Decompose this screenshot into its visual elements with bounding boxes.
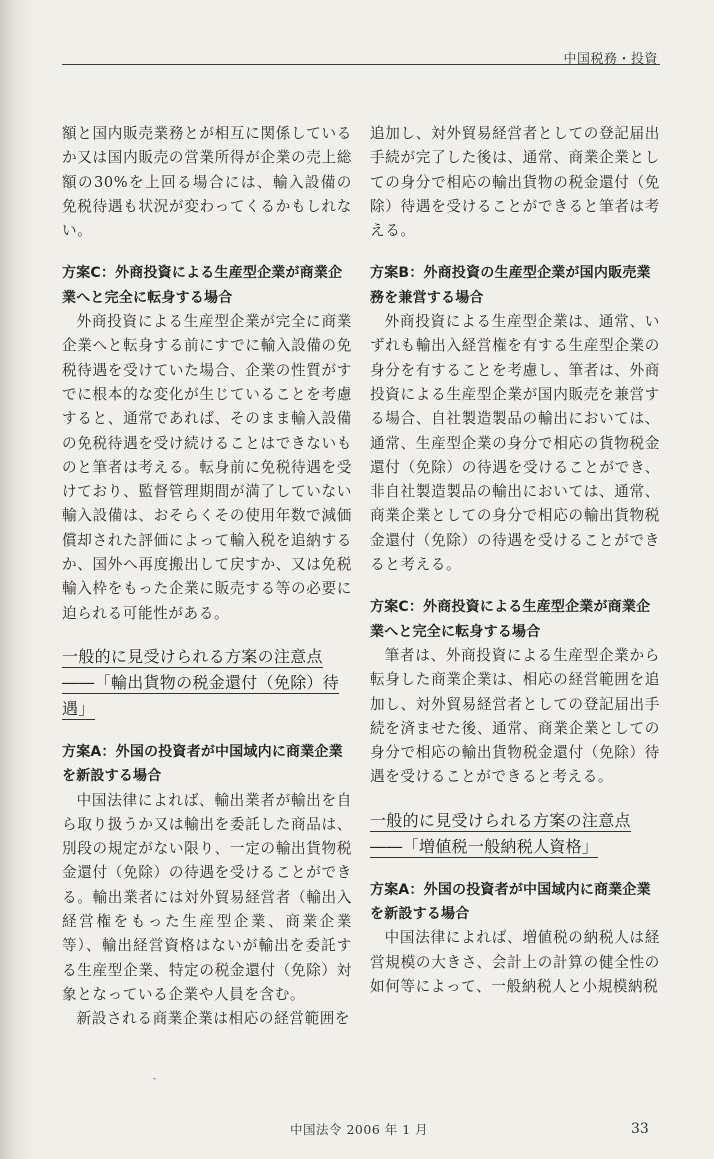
body-paragraph: 新設される商業企業は相応の経営範囲を [76,1010,351,1028]
body-paragraph: 中国法律によれば、増値税の納税人は経営規模の大きさ、会計上の計算の健全性の如何等によって、一般納税人と小規模納税 [370,929,660,995]
subheading: 方案C：外商投資による生産型企業が商業企業へと完全に転身する場合 [370,599,651,640]
footer-journal: 中国法令 2006 年 1 月 [290,1122,429,1137]
subheading: 方案A：外国の投資者が中国域内に商業企業を新設する場合 [62,743,343,785]
spacer [62,722,352,740]
section-title-line [370,834,660,860]
spacer [370,860,660,878]
section-title [62,644,352,722]
body-paragraph: 外商投資による生産型企業は、通常、いずれも輸出入経営権を有する生産型企業の身分を有することを考慮し、筆者は、外商投資による生産型企業が国内販売を兼営する場合、自社製造製品の輸出においては、通常、生産型企業の身分で相応の貨物税金還付（免除）の待遇を受けることができ、非自社製造製品の輸出においては、通常、商業企業としての身分で相応の輸出貨物税金還付（免除）の待遇を受けることができると考える。 [370,313,660,574]
subheading: 方案A：外国の投資者が中国域内に商業企業を新設する場合 [370,881,651,923]
section-title-line [370,808,660,834]
spacer [370,243,660,261]
section-title-text: ――「増値税一般納税人資格」 [370,836,599,856]
section-title-text: ――「輸出貨物の税金還付（免除）待 [62,672,340,692]
subheading: 方案C：外商投資による生産型企業が商業企業へと完全に転身する場合 [62,265,343,306]
section-title [370,808,660,860]
section-title-text: 一般的に見受けられる方案の注意点 [62,646,323,666]
section-title-line [62,670,352,696]
spacer [62,626,352,644]
body-paragraph: 額と国内販売業務とが相互に関係しているか又は国内販売の営業所得が企業の売上総額の30%を上回る場合には、輸入設備の免税待遇も状況が変わってくるかもしれない。 [62,125,352,240]
right-column [370,122,660,999]
running-header: 中国税務・投資 [563,52,658,67]
section-title-line [62,696,352,722]
body-paragraph: 筆者は、外商投資による生産型企業から転身した商業企業は、相応の経営範囲を追加し、対外貿易経営者としての登記届出手続を済ませた後、通常、商業企業としての身分で相応の輸出貨物税金還付（免除）待遇を受けることができると考える。 [370,646,660,786]
section-title-text: 一般的に見受けられる方案の注意点 [370,810,631,830]
page-number: 33 [631,1121,649,1137]
body-paragraph: 外商投資による生産型企業が完全に商業企業へと転身する前にすでに輸入設備の免税待遇を受けていた場合、企業の性質がすでに根本的な変化が生じていることを考慮すると、通常であれば、そのまま輸入設備の免税待遇を受け続けることはできないものと筆者は考える。転身前に免税待遇を受けており、監督管理期間が満了していない輸入設備は、おそらくその使用年数で減価償却された評価によって輸入税を追納するか、国外へ再度搬出して戻すか、又は免税輸入枠をもった企業に販売する等の必要に迫られる可能性がある。 [62,313,352,622]
page-gutter-shadow [0,0,34,1159]
subheading: 方案B：外商投資の生産型企業が国内販売業務を兼営する場合 [370,265,651,306]
section-title-line [62,644,352,670]
header-rule [62,64,660,65]
scan-mark: ˉ [152,1078,157,1089]
section-title-text: 遇」 [62,698,95,718]
spacer [370,790,660,808]
left-column [62,122,352,1032]
body-paragraph: 追加し、対外貿易経営者としての登記届出手続が完了した後は、通常、商業企業としての身分で相応の輸出貨物の税金還付（免除）待遇を受けることができると筆者は考える。 [370,125,660,240]
spacer [370,577,660,595]
body-paragraph: 中国法律によれば、輸出業者が輸出を自ら取り扱うか又は輸出を委託した商品は、別段の規定がない限り、一定の輸出貨物税金還付（免除）の待遇を受けることができる。輸出業者には対外貿易経営者（輸出入経営権をもった生産型企業、商業企業等）、輸出経営資格はないが輸出を委託する生産型企業、特定の税金還付（免除）対象となっている企業や人員を含む。 [62,791,352,1003]
spacer [62,243,352,261]
